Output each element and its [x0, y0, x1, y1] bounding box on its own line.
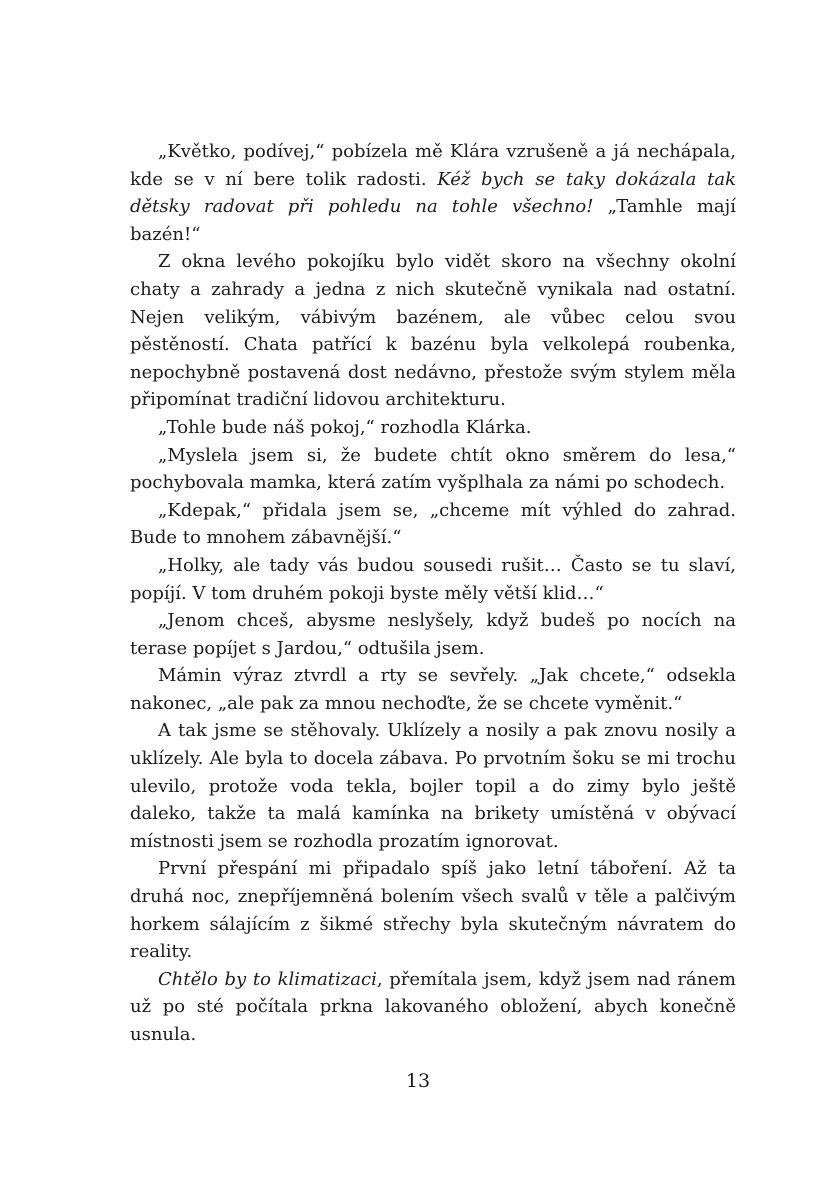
paragraph [130, 607, 736, 662]
paragraph [130, 855, 736, 965]
italic-text: Kéž bych se taky dokázala tak dětsky radovat při pohledu na tohle všechno! [130, 168, 737, 218]
paragraph-text: „Holky, ale tady vás budou sousedi rušit… Často se tu slaví, popíjí. V tom druhém pokoji byste měly větší klid…“ [130, 554, 736, 604]
paragraph [130, 497, 736, 552]
paragraph-text: „Kdepak,“ přidala jsem se, „chceme mít výhled do zahrad. Bude to mnohem zábavnější.“ [130, 499, 736, 549]
paragraph-text: A tak jsme se stěhovaly. Uklízely a nosily a pak znovu nosily a uklízely. Ale byla to docela zábava. Po prvotním šoku se mi trochu ulevilo, protože voda tekla, bojler topil a do zimy bylo ještě daleko, takže ta malá kamínka na brikety umístěná v obývací místnosti jsem se rozhodla prozatím ignorovat. [130, 720, 736, 852]
paragraph [130, 138, 736, 248]
paragraph [130, 662, 736, 717]
page-number: 13 [405, 1070, 431, 1092]
paragraph-text: „Jenom chceš, abysme neslyšely, když budeš po nocích na terase popíjet s Jardou,“ odtušila jsem. [130, 610, 736, 659]
paragraph-text: „Tohle bude náš pokoj,“ rozhodla Klárka. [158, 416, 532, 438]
paragraph [130, 552, 736, 607]
paragraph-text: Mámin výraz ztvrdl a rty se sevřely. „Jak chcete,“ odsekla nakonec, „ale pak za mnou nechoďte, že se chcete vyměnit.“ [130, 665, 736, 714]
paragraph-text: První přespání mi připadalo spíš jako letní táboření. Až ta druhá noc, znepříjemněná bolením všech svalů v těle a palčivým horkem sálajícím z šikmé střechy byla skutečným návratem do reality. [130, 858, 736, 963]
page-body [130, 138, 736, 1049]
paragraph [130, 966, 736, 1049]
paragraph [130, 717, 736, 855]
italic-text: Chtělo by to klimatizaci [158, 968, 377, 990]
paragraph-text: , přemítala jsem, když jsem nad ránem už po sté počítala prkna lakovaného obložení, abych konečně usnula. [130, 968, 736, 1045]
paragraph-text: „Květko, podívej,“ pobízela mě Klára vzrušeně a já nechápala, kde se v ní bere tolik radosti. [130, 141, 736, 190]
paragraph [130, 248, 736, 414]
paragraph-text: „Tamhle mají bazén!“ [130, 196, 736, 245]
paragraph [130, 442, 736, 497]
paragraph-text: „Myslela jsem si, že budete chtít okno směrem do lesa,“ pochybovala mamka, která zatím vyšplhala za námi po schodech. [130, 444, 736, 494]
paragraph [130, 414, 736, 442]
paragraph-text: Z okna levého pokojíku bylo vidět skoro na všechny okolní chaty a zahrady a jedna z nich skutečně vynikala nad ostatní. Nejen velikým, vábivým bazénem, ale vůbec celou svou pěstěností. Chata patřící k bazénu byla velkolepá roubenka, nepochybně postavená dost nedávno, přestože svým stylem měla připomínat tradiční lidovou architekturu. [130, 251, 736, 411]
